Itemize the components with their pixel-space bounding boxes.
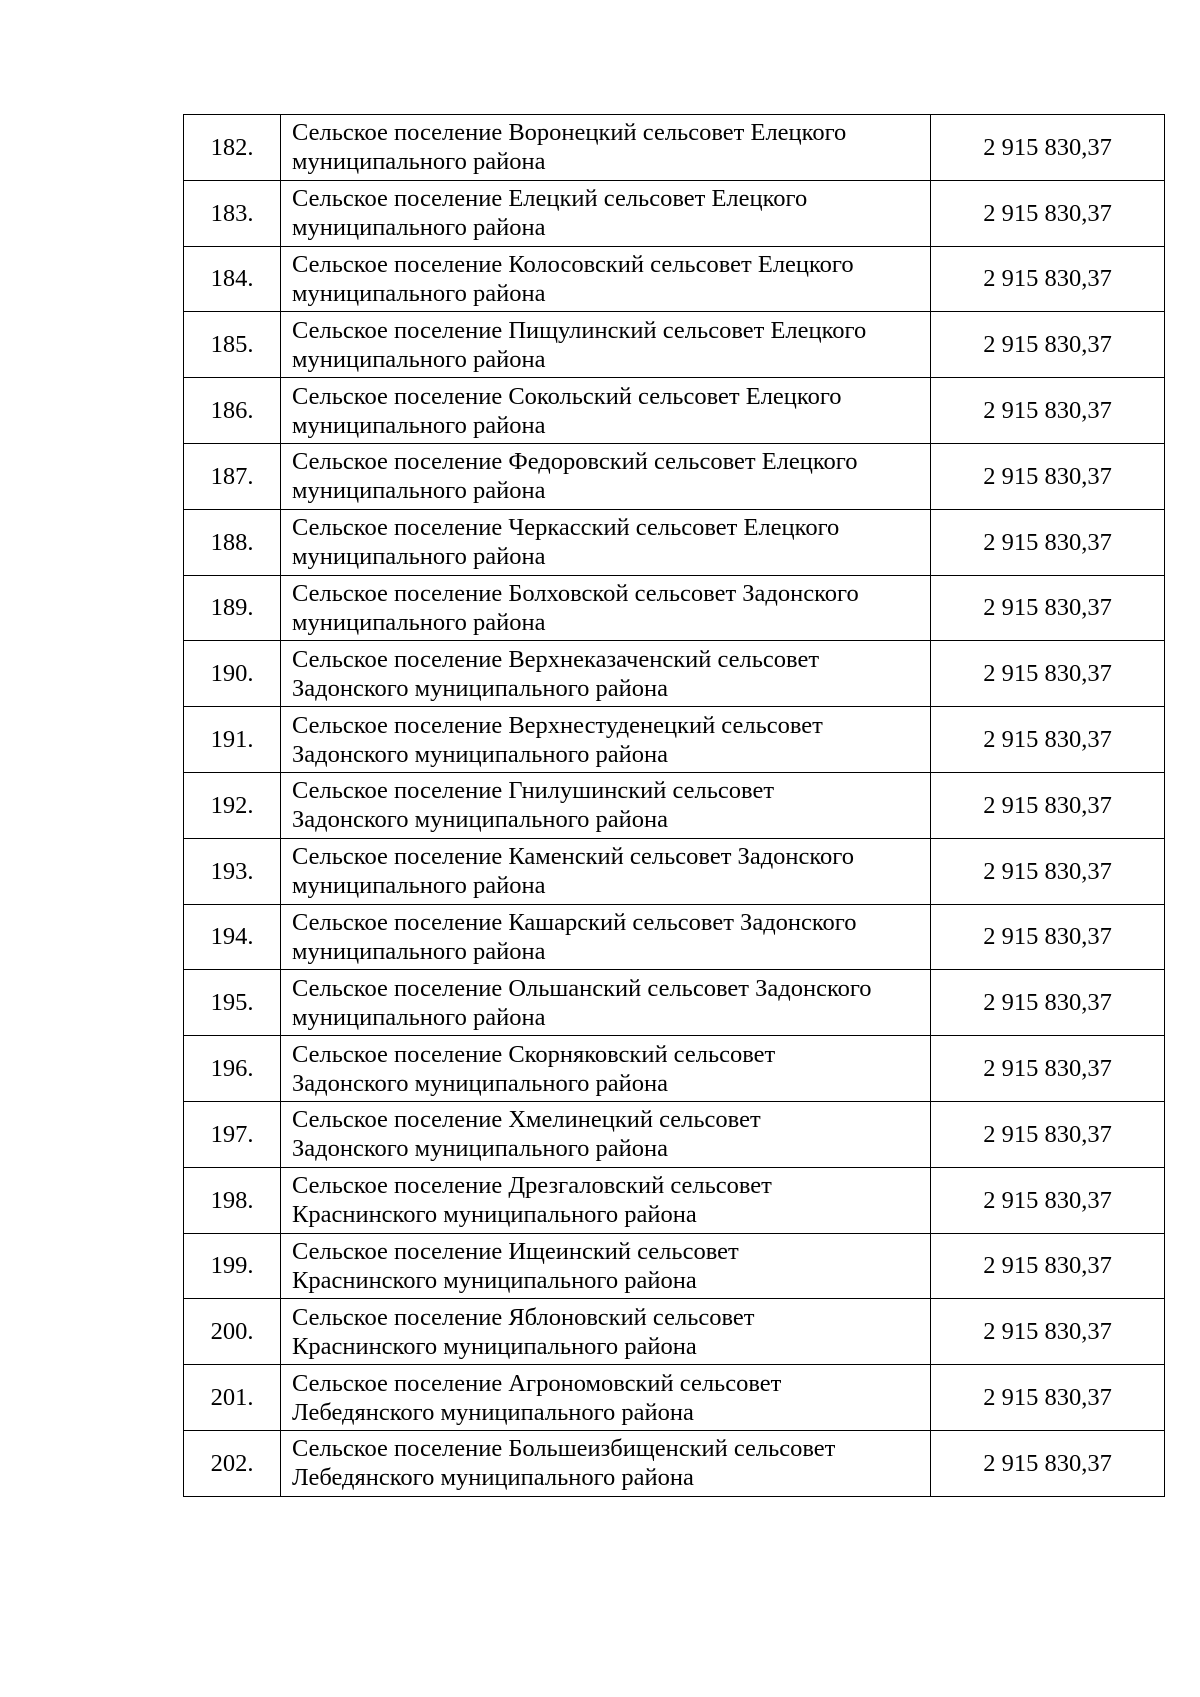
settlement-name-line-1: Сельское поселение Каменский сельсовет Задонского [292, 843, 854, 871]
settlement-name [281, 1299, 931, 1365]
amount: 2 915 830,37 [931, 707, 1165, 773]
row-number: 196. [184, 1036, 281, 1102]
settlement-name-line-2: муниципального района [292, 608, 546, 636]
row-number: 200. [184, 1299, 281, 1365]
table-row [184, 1299, 1165, 1365]
amount: 2 915 830,37 [931, 1430, 1165, 1496]
settlement-name-line-1: Сельское поселение Пищулинский сельсовет Елецкого [292, 316, 867, 344]
settlement-name-line-1: Сельское поселение Верхнеказаченский сельсовет [292, 645, 820, 673]
settlement-name [281, 1233, 931, 1299]
settlement-name-line-1: Сельское поселение Елецкий сельсовет Елецкого [292, 185, 808, 213]
row-number: 195. [184, 970, 281, 1036]
amount: 2 915 830,37 [931, 443, 1165, 509]
row-number: 189. [184, 575, 281, 641]
settlement-name-line-1: Сельское поселение Скорняковский сельсовет [292, 1040, 776, 1068]
row-number: 202. [184, 1430, 281, 1496]
settlement-name-line-1: Сельское поселение Верхнестуденецкий сельсовет [292, 711, 823, 739]
settlement-name-line-2: Краснинского муниципального района [292, 1332, 697, 1360]
amount: 2 915 830,37 [931, 904, 1165, 970]
settlement-name-line-1: Сельское поселение Воронецкий сельсовет Елецкого [292, 119, 847, 147]
settlement-name [281, 641, 931, 707]
settlement-name-line-1: Сельское поселение Яблоновский сельсовет [292, 1303, 755, 1331]
row-number: 186. [184, 378, 281, 444]
row-number: 201. [184, 1365, 281, 1431]
settlement-name-line-2: Лебедянского муниципального района [292, 1398, 694, 1426]
table-row [184, 1430, 1165, 1496]
row-number: 184. [184, 246, 281, 312]
table-row [184, 707, 1165, 773]
settlement-name-line-1: Сельское поселение Черкасский сельсовет Елецкого [292, 514, 840, 542]
settlement-name [281, 312, 931, 378]
row-number: 194. [184, 904, 281, 970]
settlement-name [281, 1036, 931, 1102]
amount: 2 915 830,37 [931, 509, 1165, 575]
settlement-name-line-2: Задонского муниципального района [292, 740, 669, 768]
settlement-name [281, 904, 931, 970]
table-row [184, 1365, 1165, 1431]
row-number: 197. [184, 1101, 281, 1167]
settlement-name [281, 772, 931, 838]
settlement-name-line-1: Сельское поселение Ольшанский сельсовет Задонского [292, 974, 872, 1002]
settlement-name-line-2: Задонского муниципального района [292, 1069, 669, 1097]
settlement-name-line-2: муниципального района [292, 543, 546, 571]
settlement-name-line-2: Лебедянского муниципального района [292, 1464, 694, 1492]
settlement-name-line-2: Краснинского муниципального района [292, 1201, 697, 1229]
settlement-name-line-2: Краснинского муниципального района [292, 1266, 697, 1294]
table-row [184, 1167, 1165, 1233]
settlement-name-line-2: муниципального района [292, 148, 546, 176]
settlement-name [281, 1167, 931, 1233]
settlement-name [281, 1101, 931, 1167]
row-number: 185. [184, 312, 281, 378]
settlement-name-line-2: Задонского муниципального района [292, 674, 669, 702]
settlement-name-line-1: Сельское поселение Большеизбищенский сельсовет [292, 1435, 836, 1463]
table-row [184, 443, 1165, 509]
amount: 2 915 830,37 [931, 1233, 1165, 1299]
table-body [184, 115, 1165, 1497]
row-number: 183. [184, 180, 281, 246]
table-row [184, 378, 1165, 444]
settlement-name-line-2: Задонского муниципального района [292, 1135, 669, 1163]
settlement-name-line-1: Сельское поселение Сокольский сельсовет Елецкого [292, 382, 842, 410]
settlement-name-line-1: Сельское поселение Болховской сельсовет Задонского [292, 579, 859, 607]
settlement-name-line-1: Сельское поселение Федоровский сельсовет Елецкого [292, 448, 858, 476]
settlement-name-line-2: муниципального района [292, 477, 546, 505]
table-row [184, 904, 1165, 970]
table-row [184, 115, 1165, 181]
settlement-name-line-1: Сельское поселение Хмелинецкий сельсовет [292, 1106, 761, 1134]
table-row [184, 575, 1165, 641]
row-number: 192. [184, 772, 281, 838]
amount: 2 915 830,37 [931, 180, 1165, 246]
amount: 2 915 830,37 [931, 1036, 1165, 1102]
settlement-name-line-2: муниципального района [292, 872, 546, 900]
table-row [184, 509, 1165, 575]
row-number: 190. [184, 641, 281, 707]
settlement-name [281, 970, 931, 1036]
amount: 2 915 830,37 [931, 970, 1165, 1036]
amount: 2 915 830,37 [931, 1101, 1165, 1167]
table-row [184, 838, 1165, 904]
settlement-name [281, 378, 931, 444]
row-number: 187. [184, 443, 281, 509]
settlement-name-line-2: муниципального района [292, 937, 546, 965]
amount: 2 915 830,37 [931, 641, 1165, 707]
amount: 2 915 830,37 [931, 1299, 1165, 1365]
amount: 2 915 830,37 [931, 575, 1165, 641]
table-row [184, 641, 1165, 707]
amount: 2 915 830,37 [931, 772, 1165, 838]
amount: 2 915 830,37 [931, 1167, 1165, 1233]
amount: 2 915 830,37 [931, 246, 1165, 312]
settlement-name [281, 509, 931, 575]
row-number: 182. [184, 115, 281, 181]
row-number: 191. [184, 707, 281, 773]
settlement-name [281, 707, 931, 773]
settlement-name-line-1: Сельское поселение Агрономовский сельсовет [292, 1369, 782, 1397]
table-row [184, 180, 1165, 246]
table-row [184, 312, 1165, 378]
row-number: 193. [184, 838, 281, 904]
table-row [184, 246, 1165, 312]
amount: 2 915 830,37 [931, 1365, 1165, 1431]
settlement-name-line-2: муниципального района [292, 411, 546, 439]
settlement-name-line-1: Сельское поселение Колосовский сельсовет Елецкого [292, 250, 854, 278]
row-number: 199. [184, 1233, 281, 1299]
table-row [184, 970, 1165, 1036]
settlement-name-line-1: Сельское поселение Кашарский сельсовет Задонского [292, 908, 857, 936]
settlement-name-line-2: муниципального района [292, 279, 546, 307]
amount: 2 915 830,37 [931, 838, 1165, 904]
table-row [184, 772, 1165, 838]
settlement-name-line-2: Задонского муниципального района [292, 806, 669, 834]
settlement-name-line-2: муниципального района [292, 345, 546, 373]
amount: 2 915 830,37 [931, 312, 1165, 378]
settlement-name-line-1: Сельское поселение Дрезгаловский сельсовет [292, 1172, 772, 1200]
table-row [184, 1036, 1165, 1102]
settlement-name [281, 180, 931, 246]
row-number: 188. [184, 509, 281, 575]
amount: 2 915 830,37 [931, 378, 1165, 444]
amount: 2 915 830,37 [931, 115, 1165, 181]
settlement-name [281, 838, 931, 904]
table-row [184, 1101, 1165, 1167]
settlement-name [281, 246, 931, 312]
settlement-name-line-1: Сельское поселение Ищеинский сельсовет [292, 1237, 739, 1265]
settlement-name [281, 1430, 931, 1496]
settlement-name-line-2: муниципального района [292, 214, 546, 242]
row-number: 198. [184, 1167, 281, 1233]
settlement-name [281, 575, 931, 641]
settlement-name-line-1: Сельское поселение Гнилушинский сельсовет [292, 777, 775, 805]
settlement-name [281, 443, 931, 509]
settlement-name-line-2: муниципального района [292, 1003, 546, 1031]
settlement-name [281, 115, 931, 181]
settlement-name [281, 1365, 931, 1431]
allocation-table [183, 114, 1165, 1497]
table-row [184, 1233, 1165, 1299]
